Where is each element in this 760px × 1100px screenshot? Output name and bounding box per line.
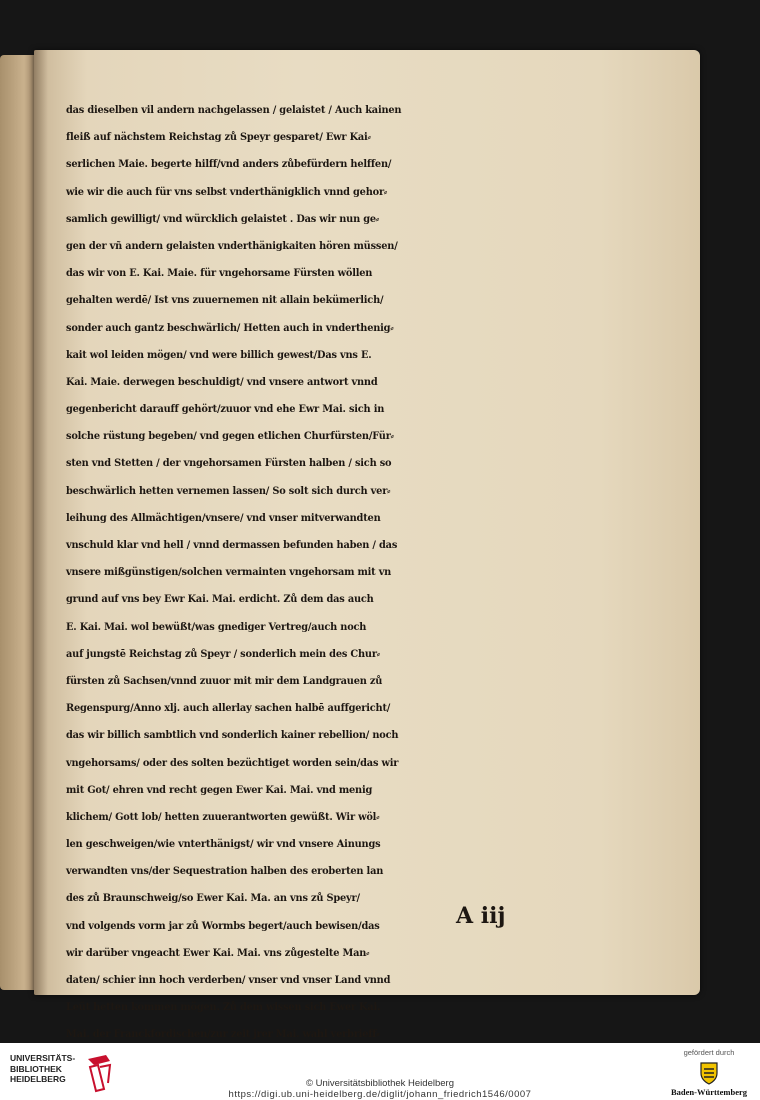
permalink-url[interactable]: https://digi.ub.uni-heidelberg.de/diglit/johann_friedrich1546/0007 (228, 1089, 532, 1100)
text-line: vngehorsams/ oder des solten bezüchtiget worden sein/das wir (66, 757, 399, 769)
text-line: leihung des Allmächtigen/vnsere/ vnd vnser mitverwandten (66, 512, 381, 524)
text-line: gegenbericht darauff gehört/zuuor vnd ehe Ewr Mai. sich in (66, 404, 385, 416)
text-line: gen der vñ andern gelaisten vnderthänigkaiten hören müssen/ (66, 240, 398, 252)
text-line: verwandten vns/der Sequestration halben des eroberten lan (66, 866, 384, 878)
text-line: vnd volgends vorm jar zů Wormbs begert/auch bewisen/das (66, 920, 380, 932)
text-line: wie wir die auch für vns selbst vnderthänigklich vnnd gehor⸗ (66, 186, 387, 198)
library-name-line: BIBLIOTHEK (10, 1063, 62, 1074)
state-crest-icon (696, 1060, 722, 1086)
text-line: fürsten zů Sachsen/vnnd zuuor mit mir dem Landgrauen zů (66, 675, 383, 687)
text-line: E. Kai. Mai. wol bewüßt/was gnediger Vertreg/auch noch (66, 621, 367, 633)
text-line: samlich gewilligt/ vnd würcklich gelaistet . Das wir nun ge⸗ (66, 213, 379, 225)
text-line: Leüt hetten kommen mögen. Zů dem wissen sich Ewer Kai. (66, 1002, 381, 1014)
copyright-text: © Universitätsbibliothek Heidelberg (306, 1078, 454, 1089)
text-line: Regenspurg/Anno xlj. auch allerlay sachen halbē auffgericht/ (66, 703, 391, 715)
page-gutter-shadow (34, 50, 48, 995)
text-line: das wir von E. Kai. Maie. für vngehorsame Fürsten wöllen (66, 268, 373, 280)
text-line: das dieselben vil andern nachgelassen / gelaistet / Auch kainen (66, 105, 402, 116)
library-name-line: UNIVERSITÄTS- (10, 1053, 76, 1063)
text-line: serlichen Maie. begerte hilff/vnd anders zůbefürdern helffen/ (66, 159, 392, 171)
text-line: fleiß auf nächstem Reichstag zů Speyr gesparet/ Ewr Kai⸗ (66, 132, 371, 144)
text-line: len geschweigen/wie vnterthänigst/ wir vnd vnsere Ainungs (66, 839, 381, 851)
text-line: das wir billich sambtlich vnd sonderlich kainer rebellion/ noch (66, 730, 399, 742)
page-text (66, 97, 670, 1043)
text-line: vnsere mißgünstigen/solchen vermainten vngehorsam mit vn (66, 567, 392, 579)
text-line: vnschuld klar vnd hell / vnnd dermassen befunden haben / das (66, 540, 398, 551)
text-line: sten vnd Stetten / der vngehorsamen Fürsten halben / sich so (66, 458, 392, 470)
text-line: daten/ schier inn hoch verderben/ vnser vnd vnser Land vnnd (66, 975, 391, 986)
text-line: gehalten werdē/ Ist vns zuuernemen nit allain bekümerlich/ (66, 295, 384, 307)
text-line: sonder auch gantz beschwärlich/ Hetten auch in vnderthenig⸗ (66, 322, 394, 334)
library-name-line: HEIDELBERG (10, 1074, 66, 1084)
text-line: Mai. der Franckfordischen/zur zeit jrer Mai. wahl verbrieff⸗ (66, 1029, 380, 1041)
text-line: klichem/ Gott lob/ hetten zuuerantworten gewüßt. Wir wöl⸗ (66, 811, 380, 823)
text-line: beschwärlich hetten vernemen lassen/ So solt sich durch ver⸗ (66, 485, 391, 497)
sponsor-label: gefördert durch (683, 1048, 735, 1057)
signature-mark: A iij (456, 903, 506, 929)
sponsor-name: Baden-Württemberg (670, 1087, 747, 1097)
text-line: grund auf vns bey Ewr Kai. Mai. erdicht. Zů dem das auch (66, 594, 374, 606)
sponsor-block[interactable] (664, 1048, 754, 1097)
text-line: mit Got/ ehren vnd recht gegen Ewer Kai. Mai. vnd menig (66, 784, 373, 796)
text-line: Kai. Maie. derwegen beschuldigt/ vnd vnsere antwort vnnd (66, 376, 378, 388)
text-line: des zů Braunschweig/so Ewer Kai. Ma. an vns zů Speyr/ (66, 893, 360, 905)
text-line: auf jungstē Reichstag zů Speyr / sonderlich mein des Chur⸗ (66, 648, 380, 660)
text-line: solche rüstung begeben/ vnd gegen etlichen Churfürsten/Für⸗ (66, 431, 394, 443)
footer-bar (0, 1043, 760, 1100)
text-line: wir darüber vngeacht Ewer Kai. Mai. vns zůgestelte Man⸗ (66, 947, 370, 959)
text-line: kait wol leiden mögen/ vnd were billich gewest/Das vns E. (66, 349, 372, 361)
